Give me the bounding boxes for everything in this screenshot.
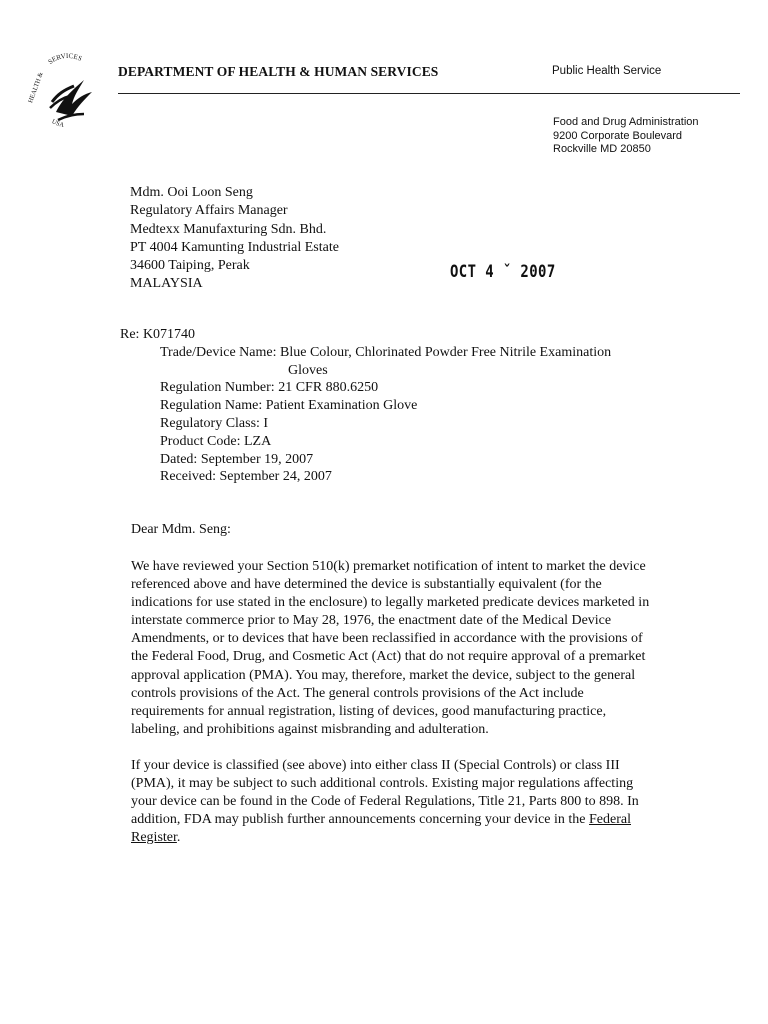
recipient-line: PT 4004 Kamunting Industrial Estate — [130, 239, 339, 255]
paragraph-line: your device can be found in the Code of Federal Regulations, Title 21, Parts 800 to 898. In — [131, 794, 639, 810]
trade-device-name: Trade/Device Name: Blue Colour, Chlorinated Powder Free Nitrile Examination — [160, 344, 612, 360]
paragraph-line-with-link — [131, 811, 691, 829]
fda-address-line: Food and Drug Administration — [553, 116, 699, 128]
paragraph-line: referenced above and have determined the device is substantially equivalent (for the — [131, 577, 602, 593]
paragraph-line: (PMA), it may be subject to such additional controls. Existing major regulations affecting — [131, 776, 634, 792]
re-block — [120, 326, 611, 486]
paragraph-line-text: addition, FDA may publish further announcements concerning your device in the — [131, 812, 590, 828]
svg-text:USA: USA — [50, 118, 65, 129]
trade-device-name-continued: Gloves — [288, 362, 328, 378]
paragraph-line: controls provisions of the Act. The general controls provisions of the Act include — [131, 685, 584, 701]
recipient-line: 34600 Taiping, Perak — [130, 258, 250, 274]
fda-address-line: 9200 Corporate Boulevard — [553, 129, 683, 142]
paragraph-line: labeling, and prohibitions against misbranding and adulteration. — [131, 721, 489, 737]
recipient-line: MALAYSIA — [130, 276, 203, 292]
header-divider — [118, 93, 740, 94]
dated: Dated: September 19, 2007 — [160, 451, 314, 467]
paragraph-line: indications for use stated in the enclosure) to legally marketed predicate devices marketed in — [131, 595, 650, 611]
paragraph-line: approval application (PMA). You may, therefore, market the device, subject to the general — [131, 667, 636, 683]
federal-register-link-part1: Federal — [589, 812, 631, 828]
federal-register-link-part2: Register — [131, 830, 177, 846]
product-code: Product Code: LZA — [160, 433, 272, 449]
fda-address — [553, 116, 699, 157]
salutation: Dear Mdm. Seng: — [131, 522, 231, 537]
paragraph-line: If your device is classified (see above) into either class II (Special Controls) or class III — [131, 758, 620, 773]
paragraph-line: requirements for annual registration, listing of devices, good manufacturing practice, — [131, 703, 607, 719]
paragraph-line: interstate commerce prior to May 28, 1976, the enactment date of the Medical Device — [131, 613, 612, 629]
svg-text:HEALTH &: HEALTH & — [27, 71, 45, 104]
recipient-address — [130, 184, 339, 294]
regulatory-class: Regulatory Class: I — [160, 415, 269, 431]
paragraph-classification — [131, 757, 691, 847]
svg-text:SERVICES: SERVICES — [46, 51, 84, 66]
recipient-line: Mdm. Ooi Loon Seng — [130, 185, 253, 200]
paragraph-end-punctuation: . — [176, 830, 181, 846]
department-name: DEPARTMENT OF HEALTH & HUMAN SERVICES — [118, 64, 439, 79]
hhs-seal-logo — [22, 40, 114, 132]
fda-address-line: Rockville MD 20850 — [553, 143, 651, 155]
paragraph-line: Amendments, or to devices that have been reclassified in accordance with the provisions of — [131, 631, 643, 647]
recipient-line: Regulatory Affairs Manager — [130, 203, 288, 219]
paragraph-line-with-link — [131, 829, 691, 847]
public-health-service-label: Public Health Service — [552, 65, 662, 77]
recipient-line: Medtexx Manufaxturing Sdn. Bhd. — [130, 221, 327, 237]
received: Received: September 24, 2007 — [160, 469, 332, 485]
paragraph-review — [131, 558, 691, 739]
regulation-name: Regulation Name: Patient Examination Glove — [160, 398, 418, 414]
date-stamp: OCT 4 ˇ 2007 — [450, 262, 556, 282]
re-reference: Re: K071740 — [120, 327, 196, 342]
paragraph-line: the Federal Food, Drug, and Cosmetic Act (Act) that do not require approval of a premarket — [131, 649, 646, 665]
regulation-number: Regulation Number: 21 CFR 880.6250 — [160, 380, 379, 396]
paragraph-line: We have reviewed your Section 510(k) premarket notification of intent to market the device — [131, 559, 646, 574]
